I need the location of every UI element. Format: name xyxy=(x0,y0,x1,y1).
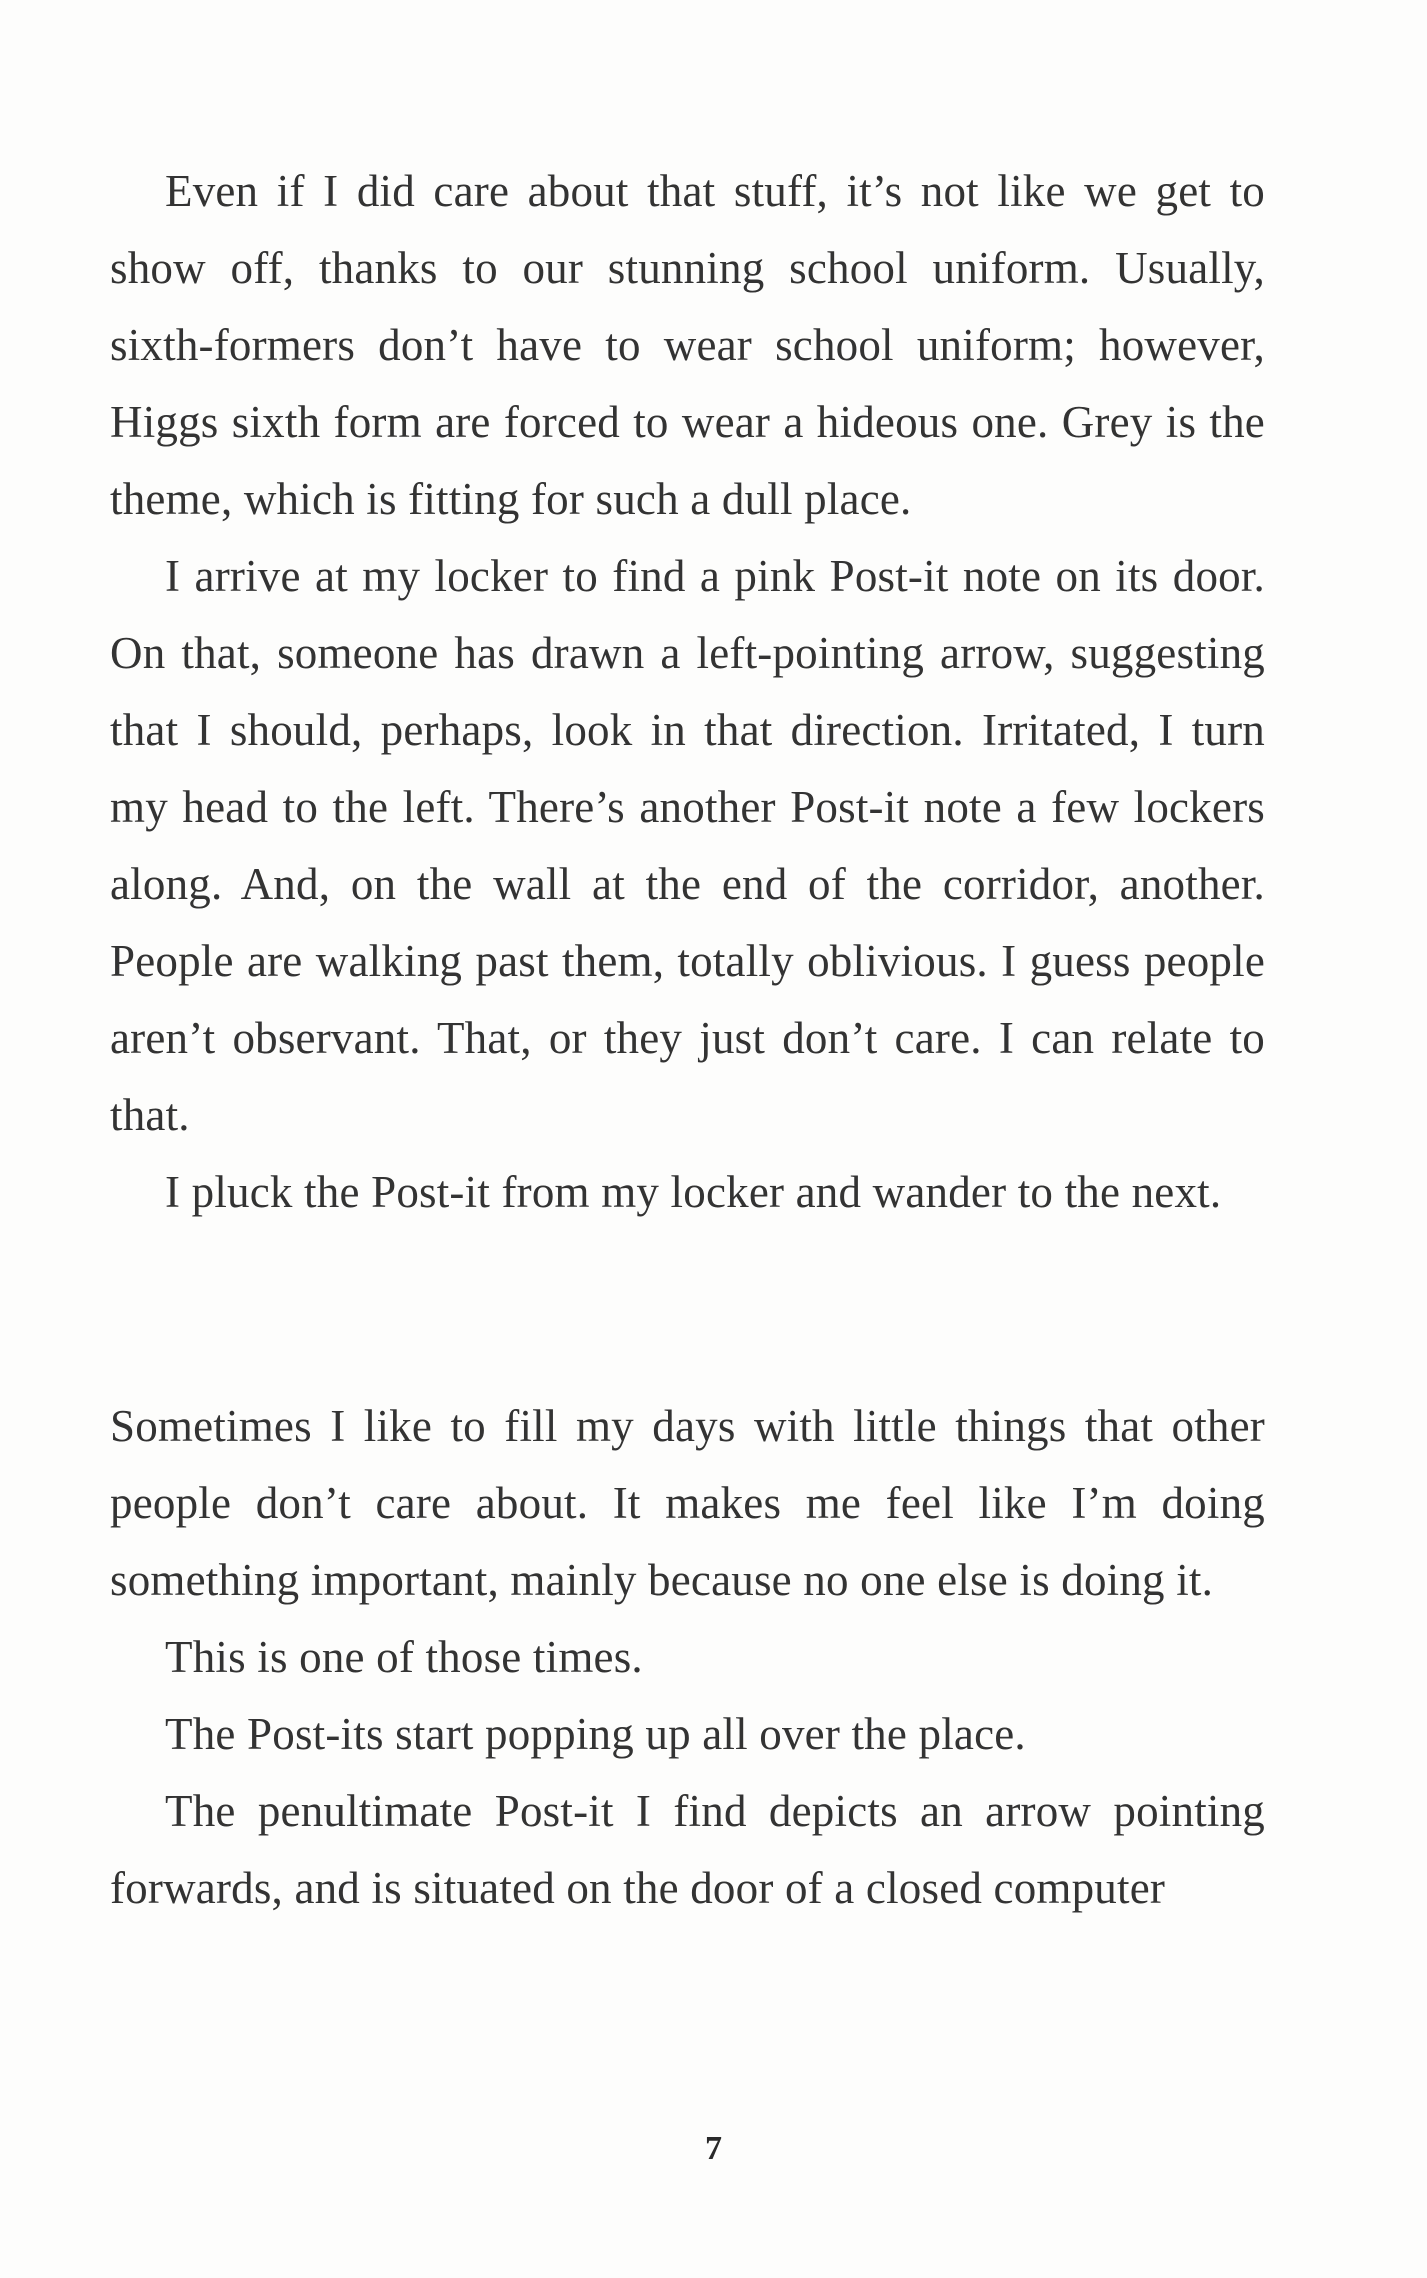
paragraph: Even if I did care about that stuff, it’s not like we get to show off, thanks to our stunning school uniform. Usually, sixth-formers don’t have to wear school uniform; however, Higgs sixth form are forced to wear a hideous one. Grey is the theme, which is fitting for such a dull place. xyxy=(110,166,1265,524)
paragraph: The Post-its start popping up all over the place. xyxy=(165,1709,1026,1759)
page-number: 7 xyxy=(705,2130,722,2167)
paragraph: The penultimate Post-it I find depicts an arrow pointing forwards, and is situated on the door of a closed computer xyxy=(110,1786,1265,1913)
paragraph: I arrive at my locker to find a pink Post-it note on its door. On that, someone has drawn a left-pointing arrow, suggesting that I should, perhaps, look in that direction. Irritated, I turn my head to the left. There’s another Post-it note a few lockers along. And, on the wall at the end of the corridor, another. People are walking past them, totally oblivious. I guess people aren’t observant. That, or they just don’t care. I can relate to that. xyxy=(110,551,1265,1140)
paragraph: This is one of those times. xyxy=(165,1632,643,1682)
text-section-1 xyxy=(110,153,1265,1231)
paragraph: Sometimes I like to fill my days with little things that other people don’t care about. It makes me feel like I’m doing something important, mainly because no one else is doing it. xyxy=(110,1401,1265,1605)
text-section-2 xyxy=(110,1388,1265,1927)
paragraph: I pluck the Post-it from my locker and wander to the next. xyxy=(165,1167,1222,1217)
